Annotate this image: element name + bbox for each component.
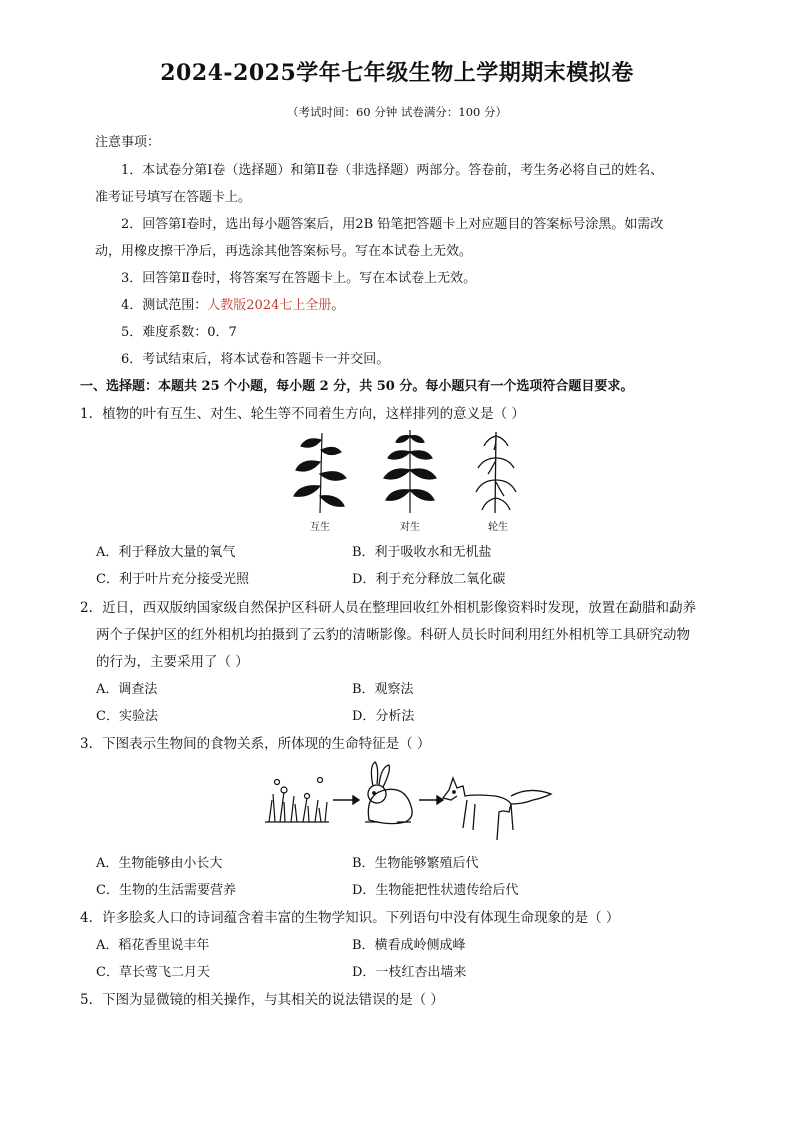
exam-info: （考试时间：60 分钟 试卷满分：100 分） bbox=[286, 105, 508, 119]
answer-option[interactable]: D．分析法 bbox=[352, 709, 415, 724]
note-item: 2．回答第Ⅰ卷时，选出每小题答案后，用2B 铅笔把答题卡上对应题目的答案标号涂黑。如需改 bbox=[121, 217, 664, 232]
answer-option[interactable]: A．生物能够由小长大 bbox=[96, 856, 223, 871]
answer-option[interactable]: A．调查法 bbox=[96, 682, 158, 697]
figure-label-opposite: 对生 bbox=[400, 522, 420, 533]
answer-option[interactable]: B．生物能够繁殖后代 bbox=[352, 856, 479, 871]
note-scope-prefix: 4．测试范围： bbox=[121, 298, 208, 313]
note-scope-suffix: 。 bbox=[331, 298, 345, 313]
rabbit-drawing bbox=[365, 762, 412, 824]
question-stem: 两个子保护区的红外相机均拍摄到了云豹的清晰影像。科研人员长时间利用红外相机等工具研究动物 bbox=[96, 627, 690, 643]
page-title: 2024-2025学年七年级生物上学期期末模拟卷 bbox=[160, 60, 634, 86]
question-stem: 1．植物的叶有互生、对生、轮生等不同着生方向，这样排列的意义是（ ） bbox=[80, 406, 525, 422]
leaf-arrangement-figure bbox=[280, 428, 540, 518]
question-stem: 的行为，主要采用了（ ） bbox=[96, 654, 249, 670]
answer-option[interactable]: D．生物能把性状遗传给后代 bbox=[352, 883, 519, 898]
figure-label-alternate: 互生 bbox=[310, 522, 330, 533]
fox-drawing bbox=[443, 778, 551, 840]
note-item: 1．本试卷分第Ⅰ卷（选择题）和第Ⅱ卷（非选择题）两部分。答卷前，考生务必将自己的姓名、 bbox=[121, 163, 664, 178]
answer-option[interactable]: B．横看成岭侧成峰 bbox=[352, 938, 466, 953]
answer-option[interactable]: C．利于叶片充分接受光照 bbox=[96, 572, 249, 587]
answer-option[interactable]: C．草长莺飞二月天 bbox=[96, 965, 210, 980]
note-item: 准考证号填写在答题卡上。 bbox=[95, 190, 252, 205]
opposite-leaf-plant bbox=[384, 430, 436, 513]
grass-drawing bbox=[265, 778, 329, 823]
answer-option[interactable]: C．实验法 bbox=[96, 709, 158, 724]
note-item: 5．难度系数：0．7 bbox=[121, 325, 237, 340]
note-scope-value: 人教版2024七上全册 bbox=[207, 298, 332, 313]
food-chain-figure bbox=[265, 760, 565, 840]
question-stem: 2．近日，西双版纳国家级自然保护区科研人员在整理回收红外相机影像资料时发现，放置在勐腊和勐养 bbox=[80, 600, 697, 616]
answer-option[interactable]: C．生物的生活需要营养 bbox=[96, 883, 236, 898]
whorled-leaf-plant bbox=[476, 432, 516, 513]
arrow-icon bbox=[419, 796, 443, 804]
note-item: 3．回答第Ⅱ卷时，将答案写在答题卡上。写在本试卷上无效。 bbox=[121, 271, 477, 286]
notes-heading: 注意事项： bbox=[95, 135, 161, 150]
question-stem: 3．下图表示生物间的食物关系，所体现的生命特征是（ ） bbox=[80, 736, 431, 752]
question-stem: 5．下图为显微镜的相关操作，与其相关的说法错误的是（ ） bbox=[80, 992, 444, 1008]
note-item: 动，用橡皮擦干净后，再选涂其他答案标号。写在本试卷上无效。 bbox=[95, 244, 473, 259]
question-stem: 4．许多脍炙人口的诗词蕴含着丰富的生物学知识。下列语句中没有体现生命现象的是（ ） bbox=[80, 910, 620, 926]
answer-option[interactable]: B．观察法 bbox=[352, 682, 414, 697]
answer-option[interactable]: D．利于充分释放二氧化碳 bbox=[352, 572, 506, 587]
answer-option[interactable]: D．一枝红杏出墙来 bbox=[352, 965, 467, 980]
note-item-scope bbox=[121, 294, 344, 313]
answer-option[interactable]: A．利于释放大量的氧气 bbox=[96, 545, 236, 560]
alternate-leaf-plant bbox=[294, 433, 346, 513]
note-item: 6．考试结束后，将本试卷和答题卡一并交回。 bbox=[121, 352, 390, 367]
answer-option[interactable]: B．利于吸收水和无机盐 bbox=[352, 545, 492, 560]
answer-option[interactable]: A．稻花香里说丰年 bbox=[96, 938, 210, 953]
arrow-icon bbox=[333, 796, 359, 804]
figure-label-whorled: 轮生 bbox=[488, 522, 508, 533]
section-heading: 一、选择题：本题共 25 个小题，每小题 2 分，共 50 分。每小题只有一个选项符合题目要求。 bbox=[80, 379, 634, 394]
